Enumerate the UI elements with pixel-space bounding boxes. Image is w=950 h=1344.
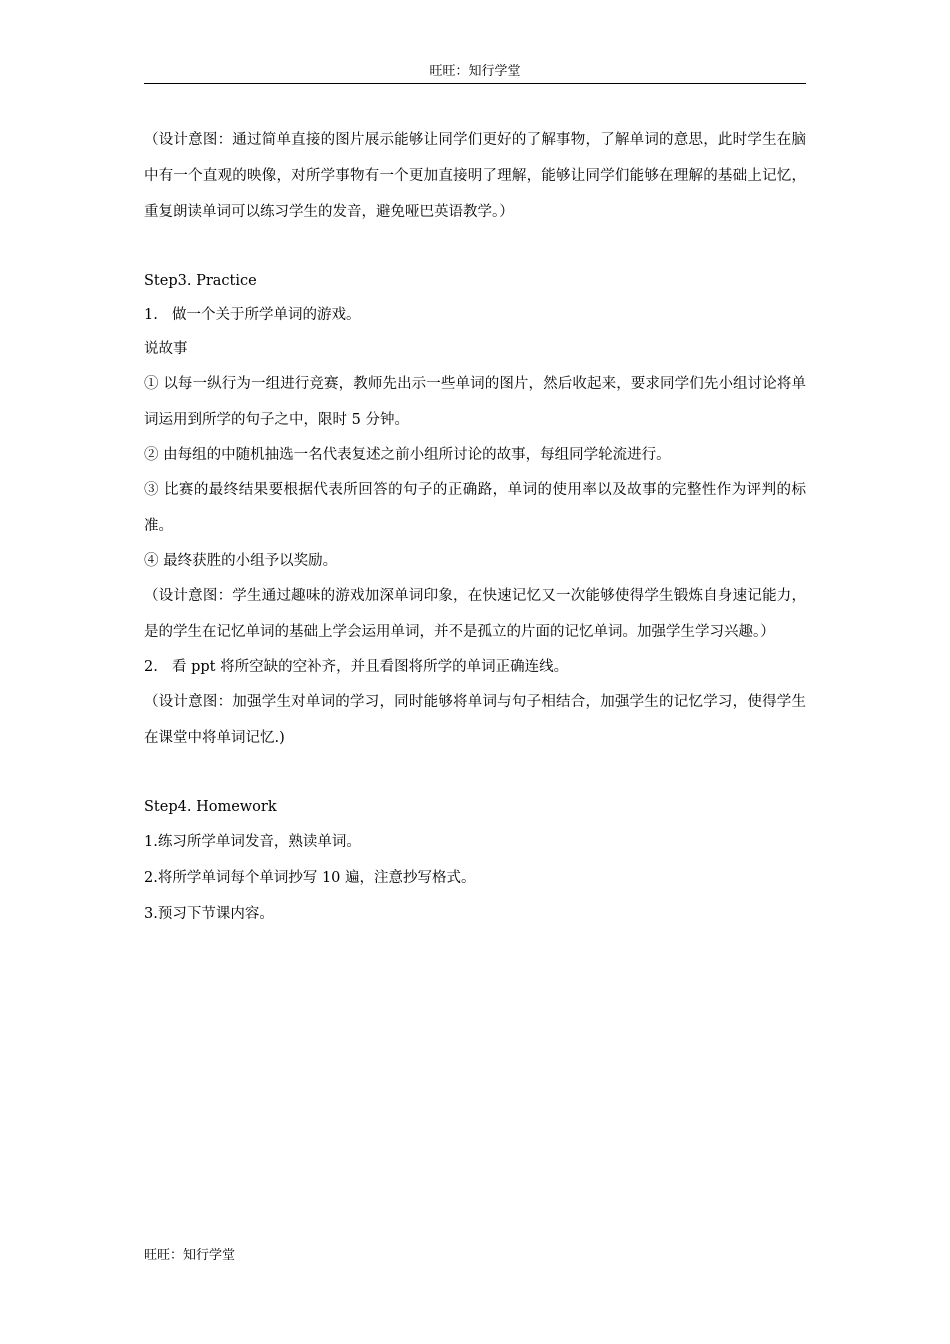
item-number: 2. <box>144 659 158 675</box>
rule-2: ② 由每组的中随机抽选一名代表复述之前小组所讨论的故事，每组同学轮流进行。 <box>144 447 671 463</box>
practice-item-1 <box>144 298 806 332</box>
practice-item-2 <box>144 650 806 684</box>
story-subheading: 说故事 <box>144 341 188 357</box>
design-note-paragraph: （设计意图：学生通过趣味的游戏加深单词印象，在快速记忆又一次能够使得学生锻炼自身速记能力，是的学生在记忆单词的基础上学会运用单词，并不是孤立的片面的记忆单词。加强学生学习兴趣。） <box>144 588 806 640</box>
document-body <box>144 122 806 932</box>
paragraph-spacer <box>144 756 806 790</box>
homework-item-1: 1.练习所学单词发音，熟读单词。 <box>144 834 361 850</box>
paragraph-spacer <box>144 230 806 264</box>
step3-heading: Step3. Practice <box>144 273 257 289</box>
design-note-paragraph: （设计意图：通过简单直接的图片展示能够让同学们更好的了解事物，了解单词的意思，此时学生在脑中有一个直观的映像，对所学事物有一个更加直接明了理解，能够让同学们能够在理解的基础上记忆，重复朗读单词可以练习学生的发音，避免哑巴英语教学。） <box>144 132 806 220</box>
rule-4: ④ 最终获胜的小组予以奖励。 <box>144 553 338 569</box>
design-note-paragraph: （设计意图：加强学生对单词的学习，同时能够将单词与句子相结合，加强学生的记忆学习，使得学生在课堂中将单词记忆.) <box>144 694 806 746</box>
rule-3: ③ 比赛的最终结果要根据代表所回答的句子的正确路，单词的使用率以及故事的完整性作为评判的标准。 <box>144 482 806 534</box>
item-text: 做一个关于所学单词的游戏。 <box>172 307 361 323</box>
homework-item-2: 2.将所学单词每个单词抄写 10 遍，注意抄写格式。 <box>144 870 476 886</box>
rule-1: ① 以每一纵行为一组进行竞赛，教师先出示一些单词的图片，然后收起来，要求同学们先小组讨论将单词运用到所学的句子之中，限时 5 分钟。 <box>144 376 806 428</box>
item-text: 看 ppt 将所空缺的空补齐，并且看图将所学的单词正确连线。 <box>172 659 569 675</box>
page-footer: 旺旺：知行学堂 <box>144 1248 236 1263</box>
homework-item-3: 3.预习下节课内容。 <box>144 906 274 922</box>
page-header: 旺旺：知行学堂 <box>144 62 806 84</box>
item-number: 1. <box>144 307 158 323</box>
step4-heading: Step4. Homework <box>144 799 277 815</box>
